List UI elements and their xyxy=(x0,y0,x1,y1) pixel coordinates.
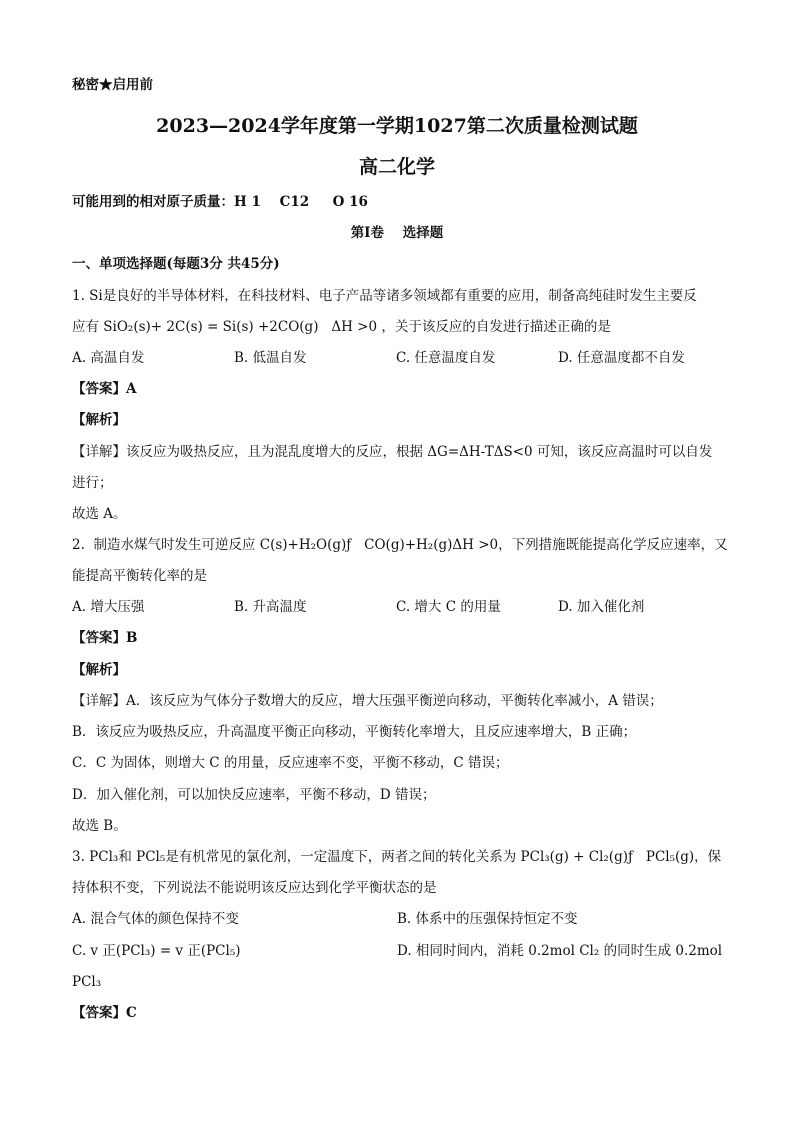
q2-conclusion: 故选 B。 xyxy=(72,818,127,834)
q1-option-a: A. 高温自发 xyxy=(72,350,145,366)
q1-options xyxy=(72,349,722,367)
q2-stem-line2: 能提高平衡转化率的是 xyxy=(72,568,207,584)
q1-conclusion: 故选 A。 xyxy=(72,506,127,522)
q3-stem-line2: 持体积不变，下列说法不能说明该反应达到化学平衡状态的是 xyxy=(72,880,437,896)
q1-detail-line1: 【详解】该反应为吸热反应，且为混乱度增大的反应，根据 ΔG=ΔH-TΔS<0 可知，该反应高温时可以自发 xyxy=(72,444,713,460)
section-heading: 一、单项选择题(每题3分 共45分) xyxy=(72,256,280,272)
q3-stem-line1: 3. PCl₃和 PCl₅是有机常见的氯化剂，一定温度下，两者之间的转化关系为 PCl₃(g) + Cl₂(g)ƒ PCl₅(g)，保 xyxy=(72,849,722,865)
q2-analysis-tag: 【解析】 xyxy=(72,662,126,678)
atomic-mass-line: 可能用到的相对原子质量：H 1 C12 O 16 xyxy=(72,194,368,210)
q1-option-b: B. 低温自发 xyxy=(234,350,307,366)
q2-options xyxy=(72,598,722,616)
q3-option-d: D. 相同时间内，消耗 0.2mol Cl₂ 的同时生成 0.2mol xyxy=(397,943,723,959)
q1-stem-line1: 1. Si是良好的半导体材料，在科技材料、电子产品等诸多领域都有重要的应用，制备高纯硅时发生主要反 xyxy=(72,288,697,304)
q2-option-b: B. 升高温度 xyxy=(234,599,307,615)
subject-title: 高二化学 xyxy=(358,156,435,178)
volume-heading: 第Ⅰ卷 选择题 xyxy=(350,225,444,241)
q3-option-b: B. 体系中的压强保持恒定不变 xyxy=(397,911,578,927)
q3-answer: 【答案】C xyxy=(72,1005,137,1021)
q2-option-d: D. 加入催化剂 xyxy=(558,599,645,615)
q3-option-c: C. v 正(PCl₃) = v 正(PCl₅) xyxy=(72,943,241,959)
confidential-label: 秘密★启用前 xyxy=(72,77,153,93)
q2-detail-line3: C．C 为固体，则增大 C 的用量，反应速率不变，平衡不移动，C 错误； xyxy=(72,755,509,771)
q1-detail-line2: 进行； xyxy=(72,475,113,491)
q1-option-d: D. 任意温度都不自发 xyxy=(558,350,685,366)
q1-analysis-tag: 【解析】 xyxy=(72,412,126,428)
q2-option-c: C. 增大 C 的用量 xyxy=(396,599,501,615)
q2-detail-line1: 【详解】A．该反应为气体分子数增大的反应，增大压强平衡逆向移动，平衡转化率减小，A 错误； xyxy=(72,693,663,709)
q3-option-d-cont: PCl₃ xyxy=(72,974,102,990)
q2-answer: 【答案】B xyxy=(72,630,138,646)
q1-option-c: C. 任意温度自发 xyxy=(396,350,496,366)
q2-option-a: A. 增大压强 xyxy=(72,599,145,615)
q1-answer: 【答案】A xyxy=(72,381,137,397)
q2-detail-line2: B．该反应为吸热反应，升高温度平衡正向移动，平衡转化率增大，且反应速率增大，B 正确； xyxy=(72,724,637,740)
q2-detail-line4: D．加入催化剂，可以加快反应速率，平衡不移动，D 错误； xyxy=(72,787,436,803)
q3-option-a: A. 混合气体的颜色保持不变 xyxy=(72,911,239,927)
q1-stem-line2: 应有 SiO₂(s)+ 2C(s) = Si(s) +2CO(g) ΔH >0 ，关于该反应的自发进行描述正确的是 xyxy=(72,319,611,335)
exam-title: 2023—2024学年度第一学期1027第二次质量检测试题 xyxy=(156,115,638,137)
q2-stem-line1: 2. 制造水煤气时发生可逆反应 C(s)+H₂O(g)ƒ CO(g)+H₂(g)ΔH >0，下列措施既能提高化学反应速率，又 xyxy=(72,537,728,553)
